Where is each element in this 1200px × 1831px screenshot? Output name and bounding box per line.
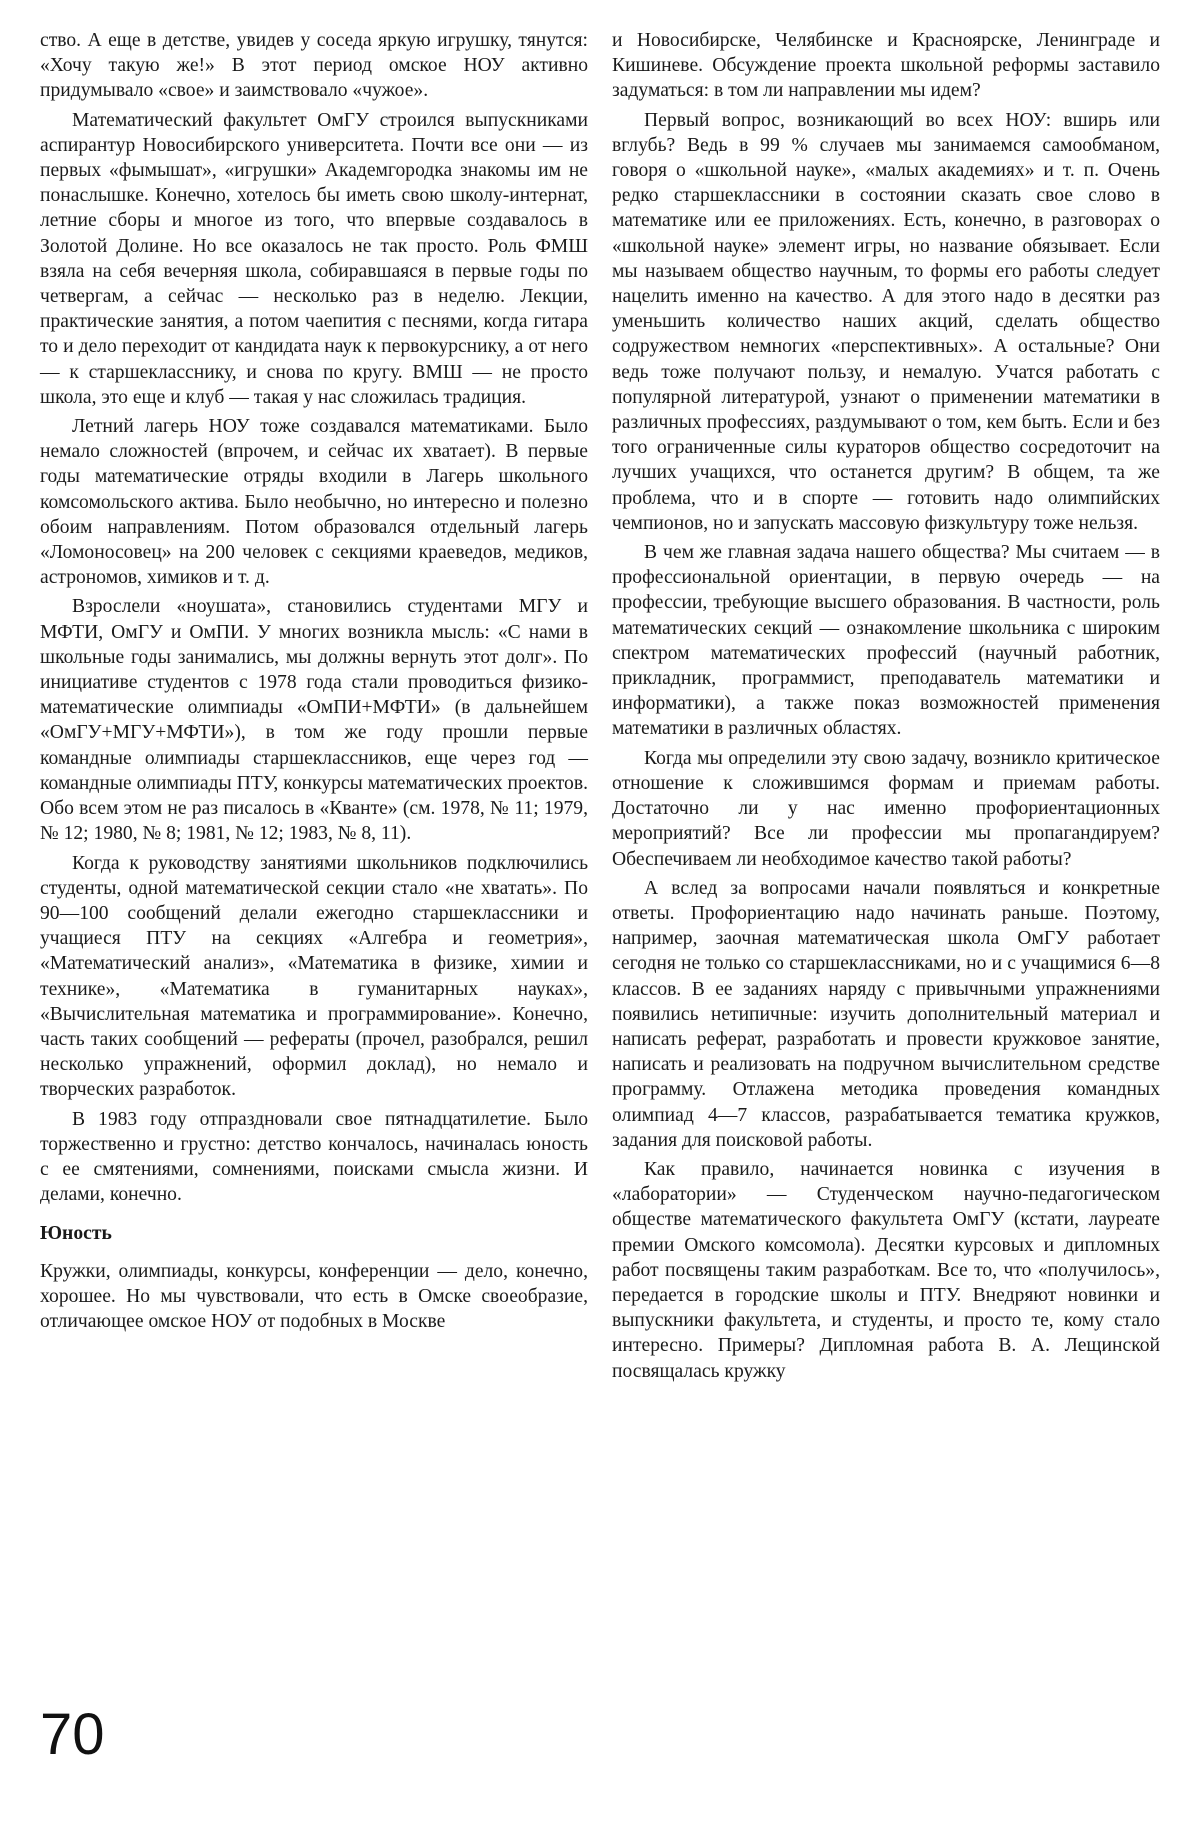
right-column [612, 28, 1160, 1718]
paragraph: и Новосибирске, Челябинске и Красноярске, Ленинграде и Кишиневе. Обсуждение проекта школьной реформы заставило задуматься: в том ли направлении мы идем? [612, 30, 1160, 102]
paragraph: Первый вопрос, возникающий во всех НОУ: вширь или вглубь? Ведь в 99 % случаев мы занимаемся самообманом, говоря о «школьной науке», «малых академиях» и т. п. Очень редко старшеклассники в состоянии сказать свое слово в математике или ее приложениях. Есть, конечно, в разговорах о «школьной науке» элемент игры, но название обязывает. Если мы называем общество научным, то формы его работы следует нацелить именно на качество. А для этого надо в десятки раз уменьшить количество наших акций, сделать общество содружеством немногих «перспективных». А остальные? Они ведь тоже получают пользу, и немалую. Учатся работать с популярной литературой, узнают о применении математики в различных профессиях, раздумывают о том, кем быть. Если и без того ограниченные силы кураторов общество сосредоточит на лучших учащихся, что останется другим? В общем, та же проблема, что и в спорте — готовить надо олимпийских чемпионов, но и запускать массовую физкультуру тоже нельзя. [612, 109, 1160, 534]
paragraph: Когда к руководству занятиями школьников подключились студенты, одной математической секции стало «не хватать». По 90—100 сообщений делали ежегодно старшеклассники и учащиеся ПТУ на секциях «Алгебра и геометрия», «Математический анализ», «Математика в физике, химии и технике», «Математика в гуманитарных науках», «Вычислительная математика и программирование». Конечно, часть таких сообщений — рефераты (прочел, разобрался, решил несколько упражнений, оформил доклад), но немало и творческих разработок. [40, 852, 588, 1101]
paragraph: В чем же главная задача нашего общества? Мы считаем — в профессиональной ориентации, в первую очередь — на профессии, требующие высшего образования. В частности, роль математических секций — ознакомление школьника с широким спектром математических профессий (научный работник, прикладник, программист, преподаватель математики и информатики), а также показ возможностей применения математики в различных областях. [612, 542, 1160, 740]
paragraph: Когда мы определили эту свою задачу, возникло критическое отношение к сложившимся формам и приемам работы. Достаточно ли у нас именно профориентационных мероприятий? Все ли профессии мы пропагандируем? Обеспечиваем ли необходимое качество такой работы? [612, 747, 1160, 870]
paragraph: Как правило, начинается новинка с изучения в «лаборатории» — Студенческом научно-педагогическом обществе математического факультета ОмГУ (кстати, лауреате премии Омского комсомола). Десятки курсовых и дипломных работ посвящены таким разработкам. Все то, что «получилось», передается в городские школы и ПТУ. Внедряют новинки и выпускники факультета, и студенты, и просто те, кому стало интересно. Примеры? Дипломная работа В. А. Лещинской посвящалась кружку [612, 1158, 1160, 1382]
paragraph: В 1983 году отпраздновали свое пятнадцатилетие. Было торжественно и грустно: детство кончалось, начиналась юность с ее смятениями, сомнениями, поисками смысла жизни. И делами, конечно. [40, 1108, 588, 1206]
page-number: 70 [40, 1702, 105, 1767]
paragraph: Взрослели «ноушата», становились студентами МГУ и МФТИ, ОмГУ и ОмПИ. У многих возникла мысль: «С нами в школьные годы занимались, мы должны вернуть этот долг». По инициативе студентов с 1978 года стали проводиться физико-математические олимпиады «ОмПИ+МФТИ» (в дальнейшем «ОмГУ+МГУ+МФТИ»), в том же году прошли первые командные олимпиады старшеклассников, еще через год — командные олимпиады ПТУ, конкурсы математических проектов. Обо всем этом не раз писалось в «Кванте» (см. 1978, № 11; 1979, № 12; 1980, № 8; 1981, № 12; 1983, № 8, 11). [40, 596, 588, 845]
paragraph: А вслед за вопросами начали появляться и конкретные ответы. Профориентацию надо начинать раньше. Поэтому, например, заочная математическая школа ОмГУ работает сегодня не только со старшеклассниками, но и с учащимися 6—8 классов. В ее заданиях наряду с привычными упражнениями появились нетипичные: изучить дополнительный материал и написать реферат, разработать и провести кружковое занятие, написать и реализовать на подручном вычислительном средстве программу. Отлажена методика проведения командных олимпиад 4—7 классов, разрабатывается тематика кружков, задания для поисковой работы. [612, 877, 1160, 1151]
paragraph: ство. А еще в детстве, увидев у соседа яркую игрушку, тянутся: «Хочу такую же!» В этот период омское НОУ активно придумывало «свое» и заимствовало «чужое». [40, 30, 588, 102]
left-column [40, 28, 588, 1718]
paragraph: Летний лагерь НОУ тоже создавался математиками. Было немало сложностей (впрочем, и сейчас их хватает). В первые годы математические отряды входили в Лагерь школьного комсомольского актива. Было необычно, но интересно и полезно обоим направлениям. Потом образовался отдельный лагерь «Ломоносовец» на 200 человек с секциями краеведов, медиков, астрономов, химиков и т. д. [40, 416, 588, 589]
section-heading: Юность [40, 1223, 112, 1245]
paragraph: Математический факультет ОмГУ строился выпускниками аспирантур Новосибирского университета. Почти все они — из первых «фымышат», «игрушки» Академгородка знакомы им не понаслышке. Конечно, хотелось бы иметь свою школу-интернат, летние сборы и многое из того, что впервые создавалось в Золотой Долине. Но все оказалось не так просто. Роль ФМШ взяла на себя вечерняя школа, собиравшаяся в первые годы по четвергам, а сейчас — несколько раз в неделю. Лекции, практические занятия, а потом чаепития с песнями, когда гитара то и дело переходит от кандидата наук к первокурснику, а от него — к старшекласснику, и снова по кругу. ВМШ — не просто школа, это еще и клуб — такая у нас сложилась традиция. [40, 109, 588, 408]
article-body [40, 28, 1160, 1718]
paragraph: Кружки, олимпиады, конкурсы, конференции — дело, конечно, хорошее. Но мы чувствовали, что есть в Омске своеобразие, отличающее омское НОУ от подобных в Москве [40, 1260, 588, 1332]
